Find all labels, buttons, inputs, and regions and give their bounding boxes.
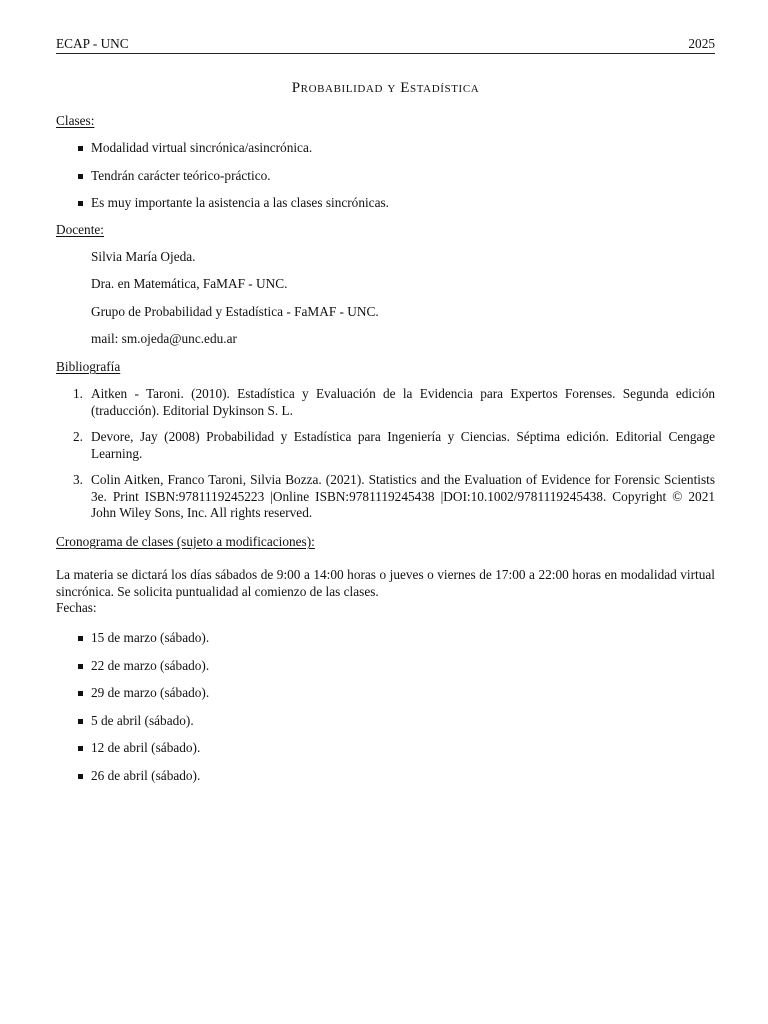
list-item: Tendrán carácter teórico-práctico.: [56, 168, 715, 185]
list-item: 26 de abril (sábado).: [56, 768, 715, 785]
list-item: Es muy importante la asistencia a las clases sincrónicas.: [56, 195, 715, 212]
bibliography-item: [56, 429, 715, 462]
clases-list: [56, 140, 715, 212]
section-heading-bibliografia: Bibliografía: [56, 359, 121, 374]
bibliography-item: [56, 386, 715, 419]
docente-group: Grupo de Probabilidad y Estadística - FaMAF - UNC.: [91, 304, 379, 319]
list-item: 5 de abril (sábado).: [56, 713, 715, 730]
docente-name: Silvia María Ojeda.: [91, 249, 196, 264]
section-heading-clases: Clases:: [56, 113, 95, 128]
document-title: Probabilidad y Estadística: [291, 80, 480, 96]
item-number: 2.: [73, 429, 83, 444]
header-right: 2025: [688, 35, 715, 51]
item-text: Aitken - Taroni. (2010). Estadística y Evaluación de la Evidencia para Expertos Forenses. Segunda edición (traducción). Editorial Dykinson S. L.: [91, 386, 715, 418]
docente-degree: Dra. en Matemática, FaMAF - UNC.: [91, 276, 288, 291]
section-heading-docente: Docente:: [56, 222, 104, 237]
list-item: 12 de abril (sábado).: [56, 740, 715, 757]
list-item: 15 de marzo (sábado).: [56, 630, 715, 647]
section-heading-cronograma: Cronograma de clases (sujeto a modificaciones):: [56, 534, 315, 549]
cronograma-paragraph: La materia se dictará los días sábados de 9:00 a 14:00 horas o jueves o viernes de 17:00 a 22:00 horas en modalidad virtual sincrónica. Se solicita puntualidad al comienzo de las clases.: [56, 567, 715, 599]
bibliography-item: [56, 472, 715, 522]
fechas-label: Fechas:: [56, 600, 97, 615]
docente-email: mail: sm.ojeda@unc.edu.ar: [91, 331, 237, 346]
list-item: Modalidad virtual sincrónica/asincrónica.: [56, 140, 715, 157]
page-header: [56, 34, 715, 54]
item-number: 3.: [73, 472, 83, 487]
item-text: Devore, Jay (2008) Probabilidad y Estadística para Ingeniería y Ciencias. Séptima edición. Editorial Cengage Learning.: [91, 429, 715, 461]
item-text: Colin Aitken, Franco Taroni, Silvia Bozza. (2021). Statistics and the Evaluation of Evidence for Forensic Scientists 3e. Print ISBN:9781119245223 |Online ISBN:9781119245438 |DOI:10.1002/9781119245438. Copyright © 2021 John Wiley Sons, Inc. All rights reserved.: [91, 472, 715, 520]
list-item: 22 de marzo (sábado).: [56, 658, 715, 675]
list-item: 29 de marzo (sábado).: [56, 685, 715, 702]
item-number: 1.: [73, 386, 83, 401]
header-left: ECAP - UNC: [56, 35, 129, 51]
bibliography-list: [56, 386, 715, 532]
fechas-list: [56, 630, 715, 784]
